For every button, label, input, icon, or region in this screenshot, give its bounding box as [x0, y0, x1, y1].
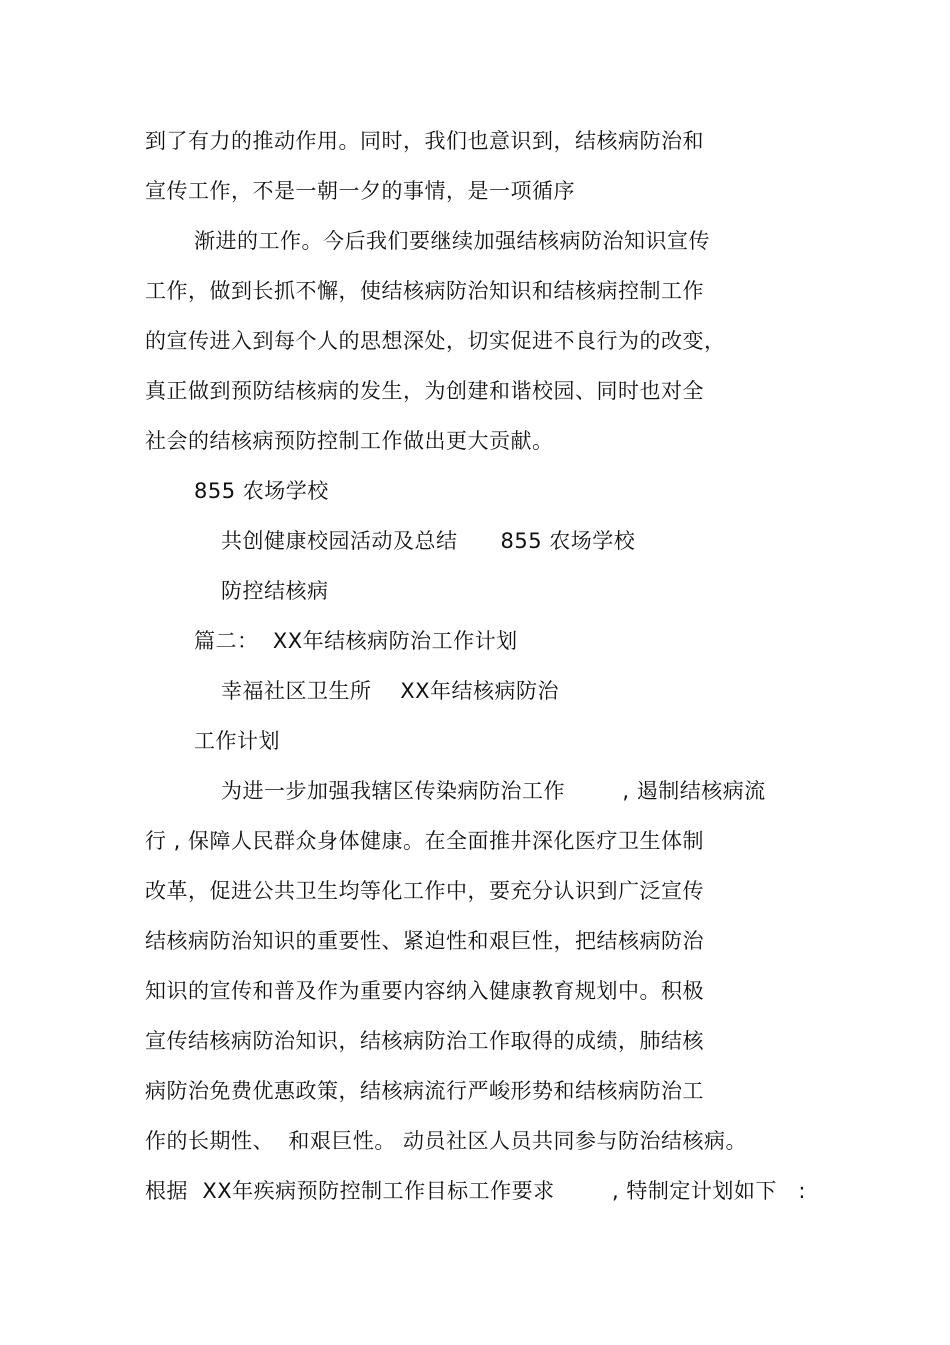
- text-line: 的宣传进入到每个人的思想深处，切实促进不良行为的改变，: [145, 329, 726, 353]
- text-line: 改革，促进公共卫生均等化工作中，要充分认识到广泛宣传: [145, 879, 704, 903]
- text-line: 宣传结核病防治知识，结核病防治工作取得的成绩，肺结核: [145, 1029, 704, 1053]
- text-line: 工作，做到长抓不懈，使结核病防治知识和结核病控制工作: [145, 279, 704, 303]
- text-line: 防控结核病: [221, 579, 329, 603]
- text-line: 幸福社区卫生所 XX年结核病防治: [221, 679, 559, 703]
- section-heading: 篇二： XX年结核病防治工作计划: [194, 629, 518, 653]
- text-line: 社会的结核病预防控制工作做出更大贡献。: [145, 429, 554, 453]
- text-line: 共创健康校园活动及总结 855 农场学校: [221, 529, 636, 553]
- text-line: 作的长期性、 和艰巨性。 动员社区人员共同参与防治结核病。: [145, 1129, 748, 1153]
- text-line: 行 , 保障人民群众身体健康。在全面推井深化医疗卫生体制: [145, 829, 705, 853]
- text-line: 根据 XX年疾病预防控制工作目标工作要求 , 特制定计划如下 :: [145, 1179, 806, 1203]
- text-line: 渐进的工作。今后我们要继续加强结核病防治知识宣传: [194, 229, 710, 253]
- text-line: 到了有力的推动作用。同时，我们也意识到，结核病防治和: [145, 129, 704, 153]
- text-line: 为进一步加强我辖区传染病防治工作 , 遏制结核病流: [221, 779, 766, 803]
- text-line: 工作计划: [194, 729, 280, 753]
- text-line: 真正做到预防结核病的发生，为创建和谐校园、同时也对全: [145, 379, 704, 403]
- text-line: 结核病防治知识的重要性、紧迫性和艰巨性，把结核病防治: [145, 929, 704, 953]
- text-line: 知识的宣传和普及作为重要内容纳入健康教育规划中。积极: [145, 979, 704, 1003]
- text-line: 855 农场学校: [194, 479, 329, 503]
- text-line: 病防治免费优惠政策，结核病流行严峻形势和结核病防治工: [145, 1079, 704, 1103]
- text-line: 宣传工作，不是一朝一夕的事情，是一项循序: [145, 179, 575, 203]
